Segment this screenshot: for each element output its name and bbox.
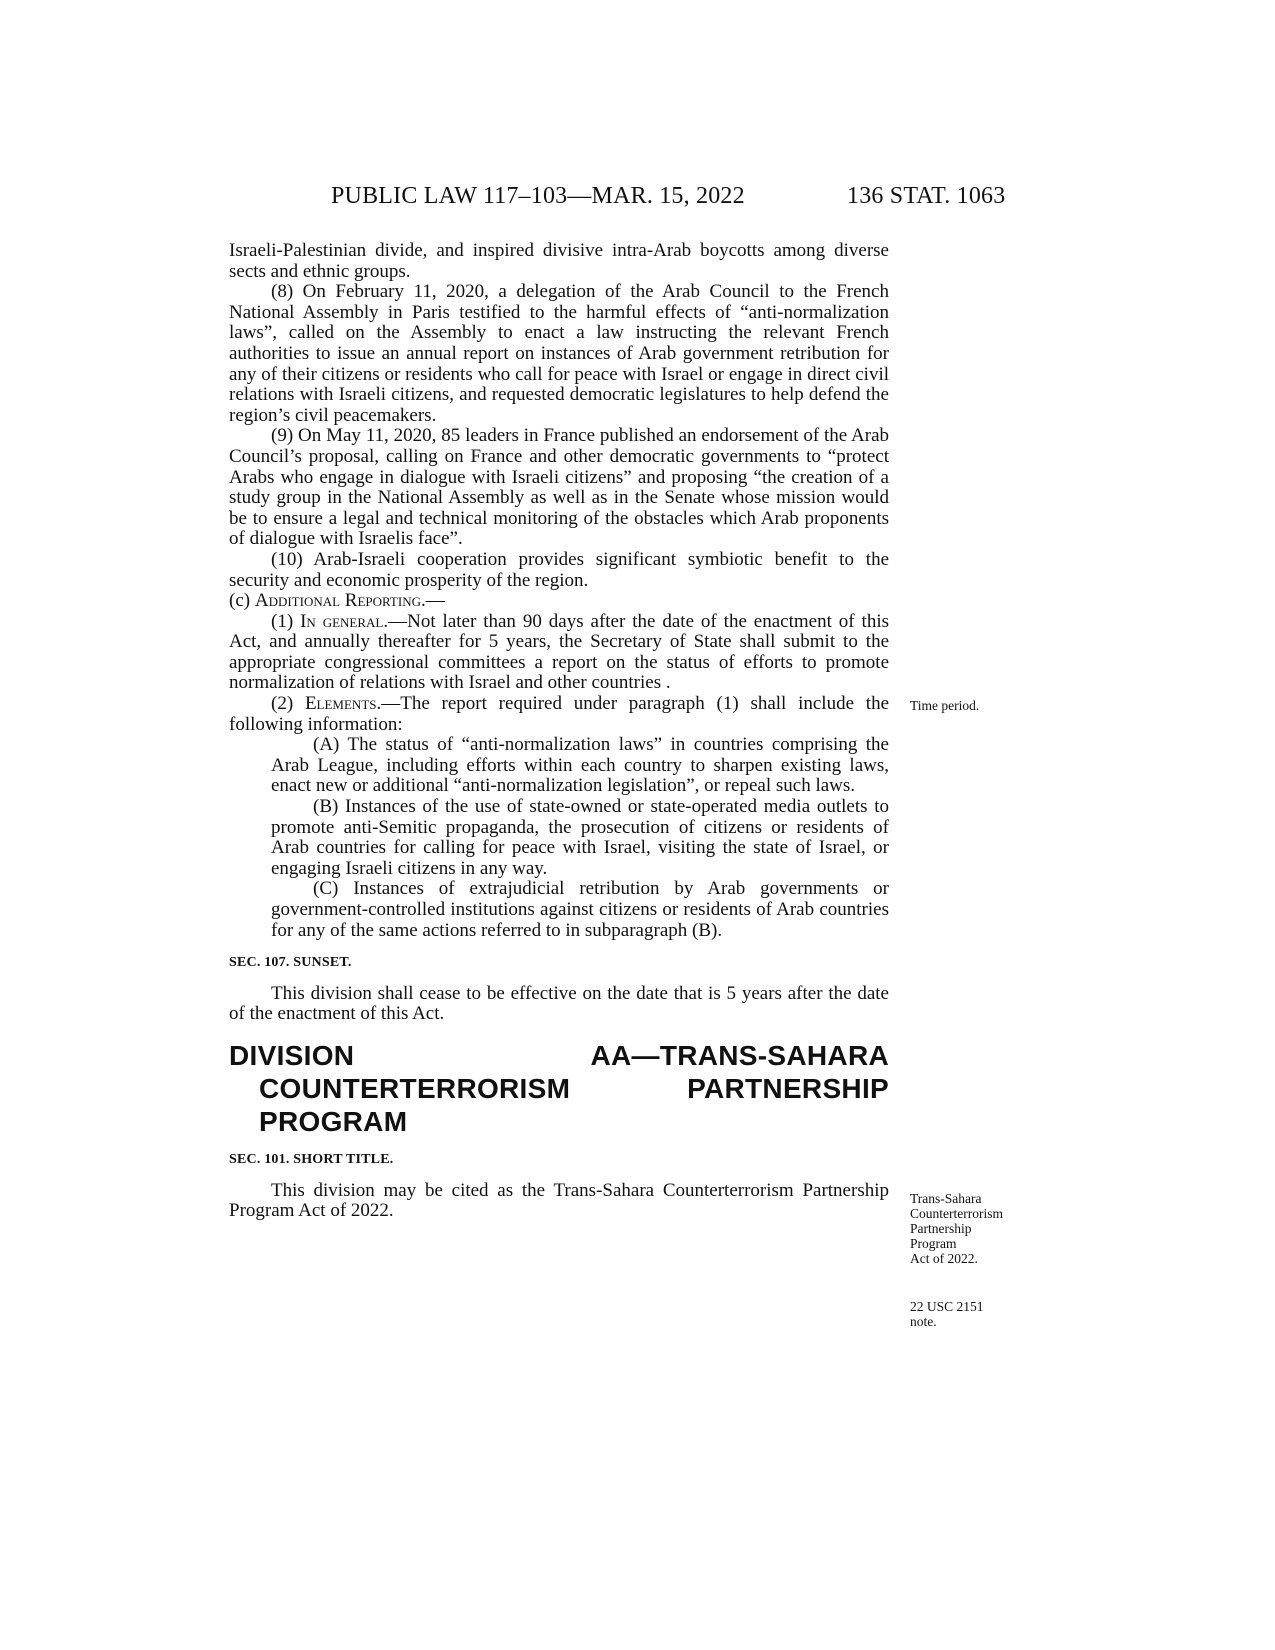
statute-page-number: 136 STAT. 1063 [847, 183, 1006, 209]
paragraph-c1-title: In general [300, 610, 384, 632]
margin-note-time-period: Time period. [910, 698, 980, 713]
page-header [0, 183, 1275, 215]
paragraph-c1: (1) In general.—Not later than 90 days after the date of the enactment of this Act, and annually thereafter for 5 years, the Secretary of State shall submit to the appropriate congressional committees a report on the status of efforts to promote normalization of relations with Israel and other countries . [229, 610, 889, 694]
section-107-text: This division shall cease to be effective on the date that is 5 years after the date of the enactment of this Act. [229, 982, 889, 1025]
finding-10: (10) Arab-Israeli cooperation provides significant symbiotic benefit to the security and economic prosperity of the region. [229, 548, 889, 591]
paragraph-continuation: Israeli-Palestinian divide, and inspired divisive intra-Arab boycotts among diverse sects and ethnic groups. [229, 240, 889, 282]
section-101-heading: SEC. 101. SHORT TITLE. [229, 1151, 394, 1167]
section-101-text: This division may be cited as the Trans-Sahara Counterterrorism Partnership Program Act of 2022. [229, 1179, 889, 1222]
subparagraph-a: (A) The status of “anti-normalization laws” in countries comprising the Arab League, including efforts within each country to sharpen existing laws, enact new or additional “anti-normalization legislation”, or repeal such laws. [271, 734, 889, 797]
margin-note-short-title: Trans-Sahara Counterterrorism Partnership Program Act of 2022. [910, 1191, 1003, 1266]
law-body-text [229, 241, 889, 1222]
subsection-c-heading: (c) Additional Reporting.— [229, 590, 445, 612]
public-law-citation: PUBLIC LAW 117–103—MAR. 15, 2022 [331, 183, 745, 209]
division-title-rest: COUNTERTERRORISM PARTNERSHIP PROGRAM [259, 1072, 889, 1137]
division-title-line1: DIVISION AA—TRANS-SAHARA [229, 1039, 889, 1071]
finding-8: (8) On February 11, 2020, a delegation of the Arab Council to the French National Assembly in Paris testified to the harmful effects of “anti-normalization laws”, called on the Assembly to enact a law instructing the relevant French authorities to issue an annual report on instances of Arab government retribution for any of their citizens or residents who call for peace with Israel or engage in direct civil relations with Israeli citizens, and requested democratic legislatures to help defend the region’s civil peacemakers. [229, 281, 889, 426]
subparagraph-c: (C) Instances of extrajudicial retribution by Arab governments or government-controlled institutions against citizens or residents of Arab countries for any of the same actions referred to in subparagraph (B). [271, 878, 889, 941]
subparagraph-b: (B) Instances of the use of state-owned or state-operated media outlets to promote anti-Semitic propaganda, the prosecution of citizens or residents of Arab countries for calling for peace with Israel, visiting the state of Israel, or engaging Israeli citizens in any way. [271, 796, 889, 879]
paragraph-c2-title: Elements [304, 693, 377, 715]
section-107-heading: SEC. 107. SUNSET. [229, 955, 352, 971]
margin-note-usc-citation: 22 USC 2151 note. [910, 1299, 984, 1329]
paragraph-c2: (2) Elements.—The report required under paragraph (1) shall include the following information: [229, 693, 890, 735]
division-title [229, 1039, 889, 1138]
subsection-c-title: Additional Reporting [254, 590, 421, 612]
finding-9: (9) On May 11, 2020, 85 leaders in France published an endorsement of the Arab Council’s proposal, calling on France and other democratic governments to “protect Arabs who engage in dialogue with Israeli citizens” and proposing “the creation of a study group in the National Assembly as well as in the Senate whose mission would be to ensure a legal and technical monitoring of the obstacles which Arab proponents of dialogue with Israelis face”. [229, 425, 889, 550]
